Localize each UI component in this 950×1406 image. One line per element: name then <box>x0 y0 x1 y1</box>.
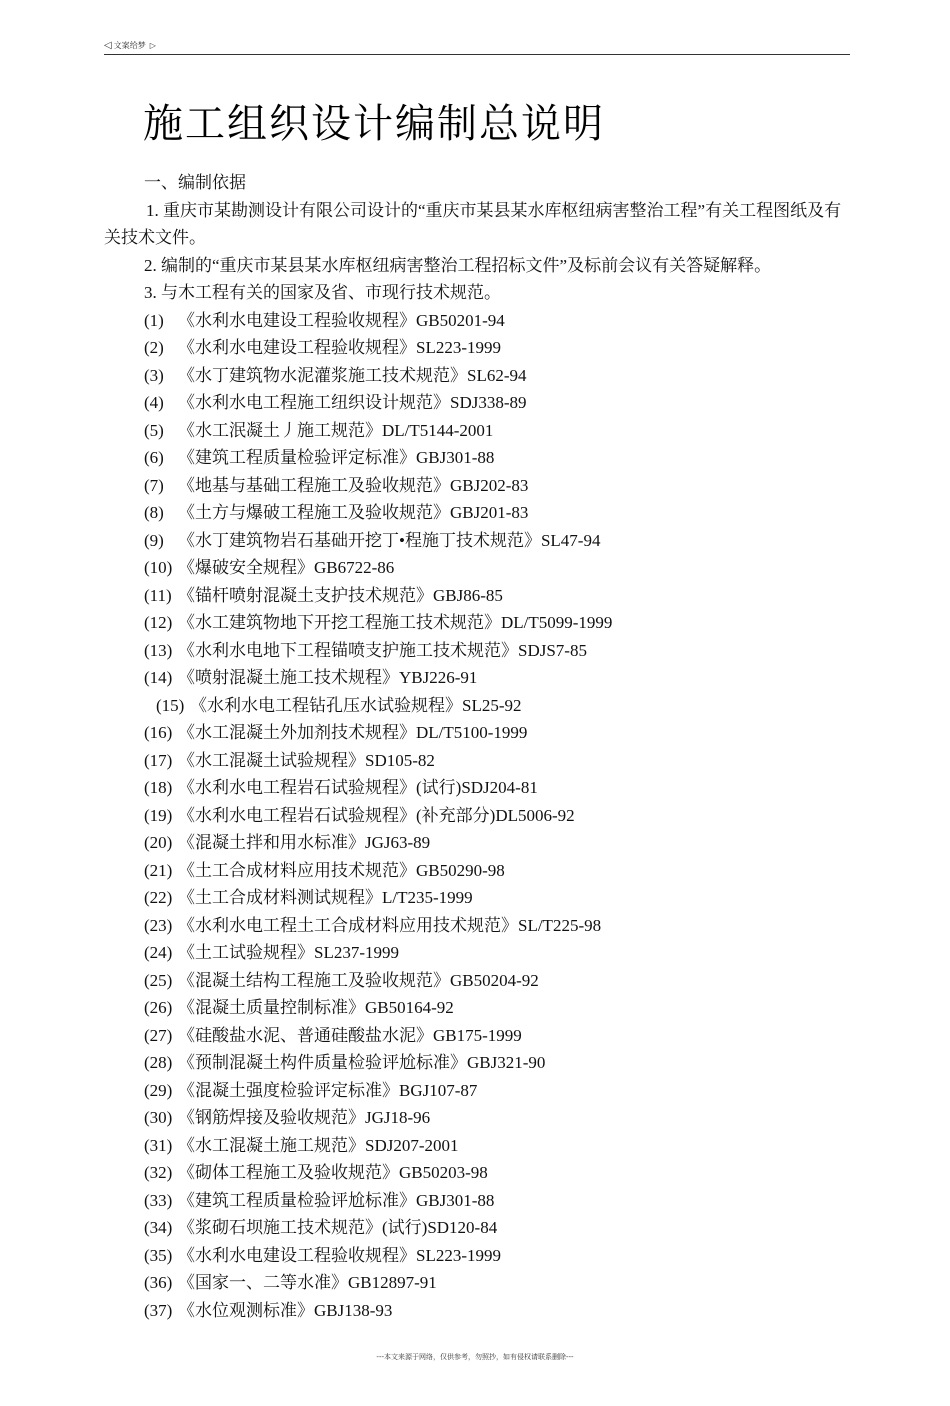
reference-number: (24) <box>144 943 173 962</box>
reference-number: (23) <box>144 915 173 935</box>
reference-number: (16) <box>144 723 173 742</box>
header-text: 文案给梦 <box>113 41 146 50</box>
reference-title: 《土工合成材料应用技术规范》GB50290-98 <box>178 860 505 880</box>
reference-title: 《水丁建筑物岩石基础开挖丁•程施丁技术规范》SL47-94 <box>178 530 601 550</box>
reference-number: (30) <box>144 1108 173 1127</box>
reference-item <box>104 857 850 885</box>
reference-item <box>104 1269 850 1297</box>
reference-number: (17) <box>144 750 173 770</box>
reference-number: (28) <box>144 1053 173 1072</box>
reference-title: 《土方与爆破工程施工及验收规范》GBJ201-83 <box>178 503 529 522</box>
reference-number: (12) <box>144 613 173 632</box>
reference-title: 《水利水电工程钻孔压水试验规程》SL25-92 <box>190 695 522 715</box>
reference-title: 《水利水电建设工程验收规程》GB50201-94 <box>178 310 505 330</box>
reference-item <box>104 417 850 445</box>
reference-number: (5) <box>144 420 164 440</box>
reference-number: (31) <box>144 1135 173 1155</box>
reference-title: 《预制混凝土构件质量检验评尬标准》GBJ321-90 <box>178 1053 546 1072</box>
section-heading: 一、编制依据 <box>144 173 246 192</box>
reference-title: 《水利水电工程土工合成材料应用技术规范》SL/T225-98 <box>178 915 602 935</box>
reference-number: (14) <box>144 668 173 687</box>
reference-title: 《混凝土强度检验评定标准》BGJ107-87 <box>178 1080 478 1100</box>
reference-title: 《水利水电工程岩石试验规程》(试行)SDJ204-81 <box>178 778 538 797</box>
reference-item <box>104 692 850 720</box>
reference-item <box>104 747 850 775</box>
reference-title: 《水工混凝土试验规程》SD105-82 <box>178 750 435 770</box>
reference-title: 《锚杆喷射混凝土支护技术规范》GBJ86-85 <box>178 585 503 605</box>
reference-title: 《水工混凝土外加剂技术规程》DL/T5100-1999 <box>178 723 528 742</box>
reference-item <box>104 527 850 555</box>
reference-number: (11) <box>144 585 172 605</box>
basis-item-1: 1. 重庆市某勘测设计有限公司设计的“重庆市某县某水库枢纽病害整治工程”有关工程图纸及有关技术文件。 <box>104 200 842 247</box>
reference-number: (33) <box>144 1190 173 1210</box>
reference-title: 《土工合成材料测试规程》L/T235-1999 <box>178 888 473 907</box>
reference-title: 《水工混凝土施工规范》SDJ207-2001 <box>178 1135 459 1155</box>
reference-number: (13) <box>144 640 173 660</box>
reference-number: (8) <box>144 503 164 522</box>
reference-title: 《建筑工程质量检验评定标准》GBJ301-88 <box>178 448 495 467</box>
reference-item <box>104 1022 850 1050</box>
reference-item <box>104 389 850 417</box>
reference-title: 《爆破安全规程》GB6722-86 <box>178 558 395 577</box>
reference-number: (9) <box>144 530 164 550</box>
reference-number: (37) <box>144 1300 173 1320</box>
reference-item <box>104 637 850 665</box>
reference-item <box>104 1242 850 1270</box>
reference-number: (29) <box>144 1080 173 1100</box>
reference-title: 《水利水电工程施工纽织设计规范》SDJ338-89 <box>178 393 527 412</box>
reference-number: (21) <box>144 860 173 880</box>
reference-number: (3) <box>144 365 164 385</box>
reference-item <box>104 307 850 335</box>
reference-number: (6) <box>144 448 164 467</box>
reference-item <box>104 829 850 857</box>
reference-number: (4) <box>144 393 164 412</box>
reference-number: (15) <box>156 695 185 715</box>
reference-item <box>104 774 850 802</box>
reference-title: 《水工泯凝土丿施工规范》DL/T5144-2001 <box>178 420 494 440</box>
basis-item-2: 2. 编制的“重庆市某县某水库枢纽病害整治工程招标文件”及标前会议有关答疑解释。 <box>144 255 772 275</box>
reference-title: 《建筑工程质量检验评尬标准》GBJ301-88 <box>178 1190 495 1210</box>
reference-item <box>104 609 850 637</box>
reference-item <box>104 362 850 390</box>
reference-number: (26) <box>144 998 173 1017</box>
reference-title: 《喷射混凝土施工技术规程》YBJ226-91 <box>178 668 478 687</box>
reference-title: 《水工建筑物地下开挖工程施工技术规范》DL/T5099-1999 <box>178 613 613 632</box>
page-title: 施工组织设计编制总说明 <box>143 101 605 147</box>
reference-title: 《水利水电建设工程验收规程》SL223-1999 <box>178 1245 501 1265</box>
reference-item <box>104 1159 850 1187</box>
reference-item <box>104 472 850 500</box>
reference-item <box>104 1132 850 1160</box>
reference-title: 《钢筋焊接及验收规范》JGJ18-96 <box>178 1108 431 1127</box>
reference-number: (36) <box>144 1273 173 1292</box>
basis-item-3: 3. 与木工程有关的国家及省、市现行技术规范。 <box>144 283 501 302</box>
reference-number: (35) <box>144 1245 173 1265</box>
reference-list <box>104 307 850 1325</box>
reference-item <box>104 802 850 830</box>
reference-title: 《混凝土结构工程施工及验收规范》GB50204-92 <box>178 970 539 990</box>
reference-item <box>104 1214 850 1242</box>
reference-number: (32) <box>144 1163 173 1182</box>
page-header <box>104 40 850 55</box>
reference-number: (1) <box>144 310 164 330</box>
reference-item <box>104 664 850 692</box>
reference-item <box>104 994 850 1022</box>
reference-title: 《水位观测标准》GBJ138-93 <box>178 1300 393 1320</box>
document-body <box>104 169 850 1324</box>
reference-number: (18) <box>144 778 173 797</box>
reference-title: 《砌体工程施工及验收规范》GB50203-98 <box>178 1163 488 1182</box>
reference-title: 《混凝土拌和用水标准》JGJ63-89 <box>178 833 431 852</box>
reference-item <box>104 1104 850 1132</box>
reference-item <box>104 554 850 582</box>
reference-item <box>104 719 850 747</box>
reference-item <box>104 1187 850 1215</box>
reference-title: 《国家一、二等水准》GB12897-91 <box>178 1273 437 1292</box>
reference-item <box>104 1049 850 1077</box>
reference-number: (25) <box>144 970 173 990</box>
reference-number: (27) <box>144 1025 173 1045</box>
reference-number: (2) <box>144 338 164 357</box>
reference-item <box>104 582 850 610</box>
reference-item <box>104 884 850 912</box>
reference-number: (7) <box>144 475 164 495</box>
reference-title: 《硅酸盐水泥、普通硅酸盐水泥》GB175-1999 <box>178 1025 522 1045</box>
reference-number: (20) <box>144 833 173 852</box>
reference-number: (10) <box>144 558 173 577</box>
reference-item <box>104 912 850 940</box>
reference-number: (19) <box>144 805 173 825</box>
reference-title: 《混凝土质量控制标准》GB50164-92 <box>178 998 454 1017</box>
reference-title: 《水丁建筑物水泥灌浆施工技术规范》SL62-94 <box>178 365 527 385</box>
reference-item <box>104 967 850 995</box>
left-triangle-icon: ◁ <box>104 40 112 51</box>
reference-item <box>104 1297 850 1325</box>
reference-item <box>104 1077 850 1105</box>
reference-number: (22) <box>144 888 173 907</box>
reference-title: 《地基与基础工程施工及验收规范》GBJ202-83 <box>178 475 529 495</box>
reference-item <box>104 334 850 362</box>
reference-number: (34) <box>144 1218 173 1237</box>
right-triangle-icon: ▷ <box>149 41 156 50</box>
reference-item <box>104 939 850 967</box>
reference-title: 《水利水电建设工程验收规程》SL223-1999 <box>178 338 501 357</box>
reference-item <box>104 444 850 472</box>
reference-title: 《浆砌石坝施工技术规范》(试行)SD120-84 <box>178 1218 498 1237</box>
reference-item <box>104 499 850 527</box>
reference-title: 《水利水电地下工程锚喷支护施工技术规范》SDJS7-85 <box>178 640 587 660</box>
reference-title: 《水利水电工程岩石试验规程》(补充部分)DL5006-92 <box>178 805 575 825</box>
page-footer: ---本文来源于网络，仅供参考，勿照抄，如有侵权请联系删除--- <box>376 1353 574 1361</box>
reference-title: 《土工试验规程》SL237-1999 <box>178 943 399 962</box>
